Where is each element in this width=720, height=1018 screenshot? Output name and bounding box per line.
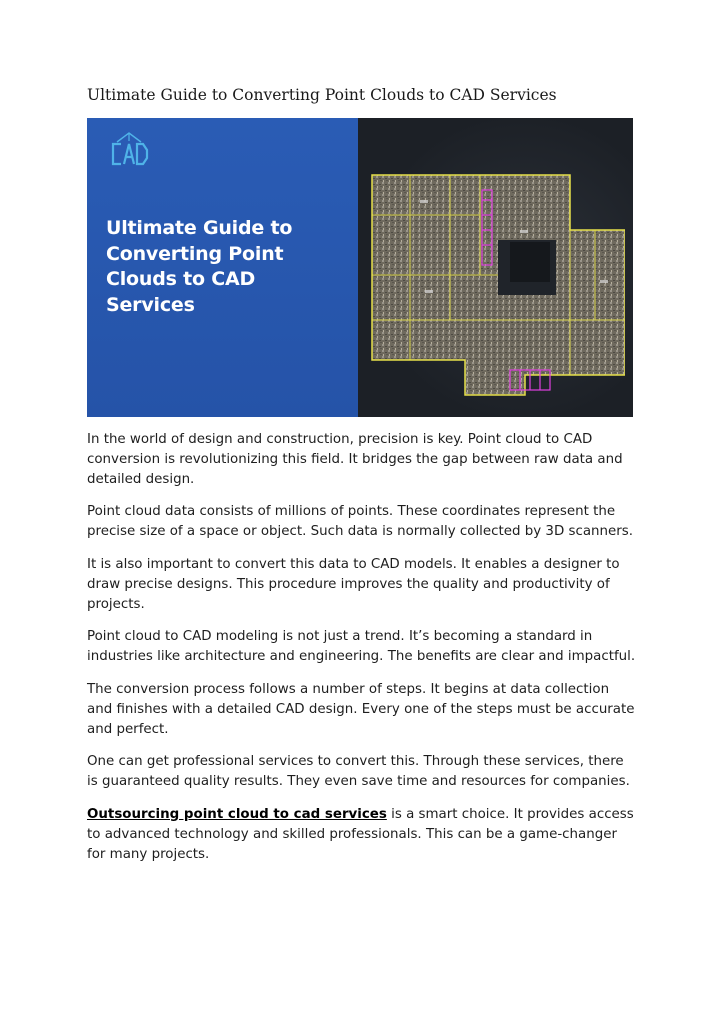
hero-blue-panel [87, 118, 358, 417]
company-logo-icon [107, 130, 151, 170]
hero-banner-image [87, 118, 633, 417]
paragraph-text: is a smart choice. It provides access to advanced technology and skilled professionals. This can be a game-changer for many projects. [87, 806, 634, 862]
paragraph-with-link [87, 805, 637, 864]
point-cloud-floor-plan-image [370, 170, 625, 400]
paragraph: The conversion process follows a number of steps. It begins at data collection and finishes with a detailed CAD design. Every one of the steps must be accurate and perfect. [87, 681, 635, 737]
page-title: Ultimate Guide to Converting Point Clouds to CAD Services [87, 86, 557, 104]
paragraph: One can get professional services to convert this. Through these services, there is guaranteed quality results. They even save time and resources for companies. [87, 754, 630, 790]
paragraph: Point cloud data consists of millions of points. These coordinates represent the precise size of a space or object. Such data is normally collected by 3D scanners. [87, 504, 634, 540]
outsourcing-services-link[interactable]: Outsourcing point cloud to cad services [87, 806, 387, 822]
paragraph: Point cloud to CAD modeling is not just a trend. It’s becoming a standard in industries like architecture and engineering. The benefits are clear and impactful. [87, 629, 636, 665]
paragraph: It is also important to convert this data to CAD models. It enables a designer to draw precise designs. This procedure improves the quality and productivity of projects. [87, 556, 620, 612]
hero-heading: Ultimate Guide to Converting Point Clouds to CAD Services [106, 217, 293, 316]
paragraph: In the world of design and construction, precision is key. Point cloud to CAD conversion is revolutionizing this field. It bridges the gap between raw data and detailed design. [87, 432, 623, 487]
article-body [87, 430, 637, 877]
